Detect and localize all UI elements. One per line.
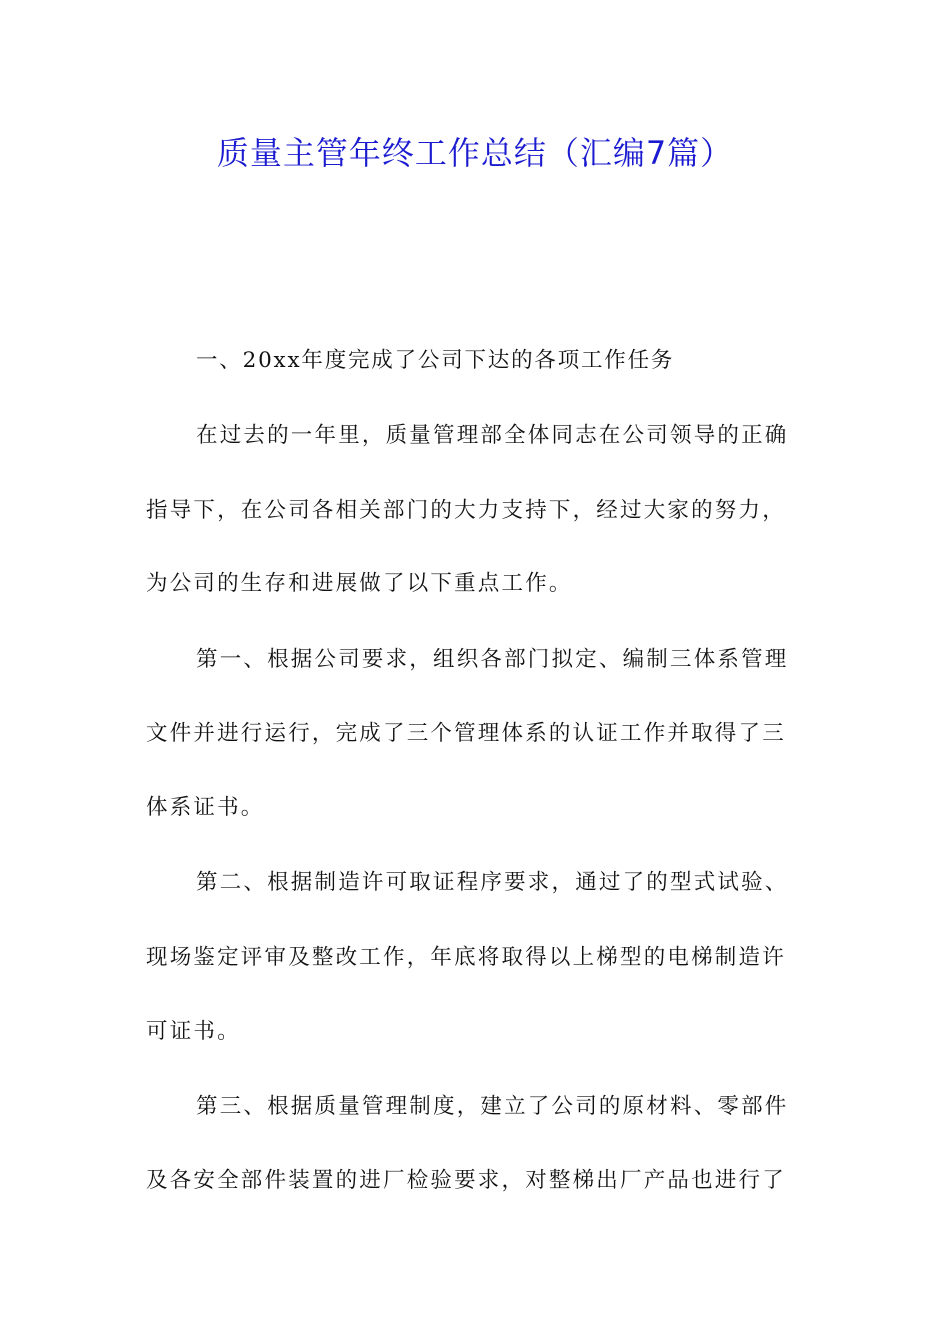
paragraph-line: 在过去的一年里，质量管理部全体同志在公司领导的正确 — [196, 423, 789, 448]
document-title: 质量主管年终工作总结（汇编7篇） — [216, 134, 734, 172]
paragraph-line: 体系证书。 — [146, 795, 265, 820]
section-heading: 一、20xx年度完成了公司下达的各项工作任务 — [196, 348, 675, 373]
paragraph-line: 第一、根据公司要求，组织各部门拟定、编制三体系管理 — [196, 647, 789, 672]
paragraph-line: 可证书。 — [146, 1019, 241, 1044]
paragraph-line: 指导下，在公司各相关部门的大力支持下，经过大家的努力， — [146, 498, 786, 523]
paragraph-line: 及各安全部件装置的进厂检验要求，对整梯出厂产品也进行了 — [146, 1168, 786, 1193]
paragraph-line: 第二、根据制造许可取证程序要求，通过了的型式试验、 — [196, 870, 789, 895]
paragraph-line: 文件并进行运行，完成了三个管理体系的认证工作并取得了三 — [146, 721, 786, 746]
paragraph-line: 现场鉴定评审及整改工作，年底将取得以上梯型的电梯制造许 — [146, 945, 786, 970]
paragraph-line: 第三、根据质量管理制度，建立了公司的原材料、零部件 — [196, 1094, 789, 1119]
paragraph-line: 为公司的生存和进展做了以下重点工作。 — [146, 571, 573, 596]
